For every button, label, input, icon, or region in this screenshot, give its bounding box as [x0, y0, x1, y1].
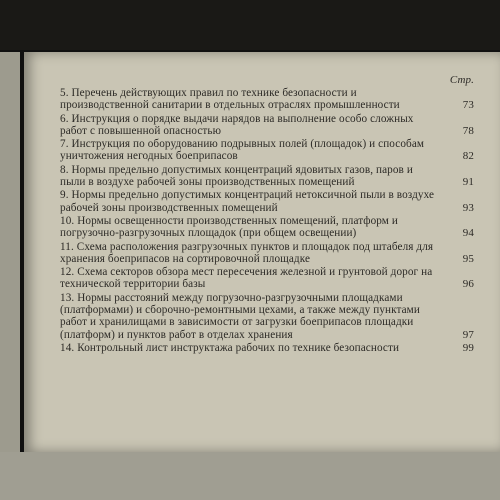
- toc-entry-14: [60, 342, 478, 354]
- entry-page: 93: [462, 201, 474, 214]
- toc-entry-6: [60, 113, 478, 138]
- entry-page: 78: [462, 124, 474, 137]
- entry-title: Нормы предельно допустимых концентраций ядовитых газов, паров и пыли в воздухе рабочей зоны производственных помещений: [60, 163, 413, 189]
- entry-number: 13.: [60, 291, 75, 304]
- background-bottom: [0, 452, 500, 500]
- entry-title: Нормы освещенности производственных помещений, платформ и погрузочно-разгрузочных площадок (при общем освещении): [60, 214, 398, 240]
- toc-entry-13: [60, 292, 478, 341]
- entry-title: Инструкция по оборудованию подрывных полей (площадок) и способам уничтожения негодных боеприпасов: [60, 138, 425, 163]
- page-column-header: Стр.: [449, 74, 474, 86]
- entry-number: 8.: [60, 163, 69, 176]
- entry-page: 99: [462, 341, 474, 354]
- entry-title: Схема секторов обзора мест пересечения железной и грунтовой дорог на технической территории базы: [60, 266, 433, 291]
- entry-number: 12.: [60, 266, 75, 279]
- entry-page: 91: [462, 176, 474, 189]
- toc-entry-10: [60, 215, 478, 240]
- toc-entry-5: [60, 87, 478, 112]
- entry-number: 6.: [60, 112, 69, 125]
- toc-entry-9: [60, 189, 478, 214]
- entry-number: 7.: [60, 138, 69, 151]
- entry-number: 14.: [60, 341, 75, 354]
- entry-number: 11.: [60, 240, 74, 253]
- entry-title: Инструкция о порядке выдачи нарядов на выполнение особо сложных работ с повышенной опасностью: [60, 112, 414, 137]
- entry-title: Контрольный лист инструктажа рабочих по технике безопасности: [77, 341, 400, 354]
- entry-title: Нормы расстояний между погрузочно-разгрузочными площадками (платформами) и сборочно-ремонтными цехами, а также между пунктами работ и хранилищами в зависимости от загрузки боеприпасов площадки (платформ) и пунктов работ в отделах хранения: [60, 291, 420, 341]
- entry-page: 73: [462, 99, 474, 112]
- entry-number: 10.: [60, 214, 75, 227]
- toc-entry-8: [60, 164, 478, 189]
- entry-number: 9.: [60, 189, 69, 202]
- entry-title: Нормы предельно допустимых концентраций нетоксичной пыли в воздухе рабочей зоны производственных помещений: [60, 189, 435, 214]
- entry-page: 96: [462, 278, 474, 291]
- table-of-contents: [60, 74, 478, 354]
- background-top: [0, 0, 500, 50]
- entry-number: 5.: [60, 87, 69, 99]
- entry-page: 95: [462, 252, 474, 265]
- entry-page: 97: [462, 328, 474, 341]
- toc-entry-11: [60, 241, 478, 266]
- entry-page: 94: [462, 227, 474, 240]
- entry-title: Перечень действующих правил по технике безопасности и производственной санитарии в отдельных отраслях промышленности: [60, 87, 400, 112]
- entry-title: Схема расположения разгрузочных пунктов и площадок под штабеля для хранения боеприпасов на сортировочной площадке: [60, 240, 434, 265]
- left-page-edge: [0, 52, 20, 500]
- toc-entry-7: [60, 138, 478, 163]
- entry-page: 82: [462, 150, 474, 163]
- toc-entry-12: [60, 266, 478, 291]
